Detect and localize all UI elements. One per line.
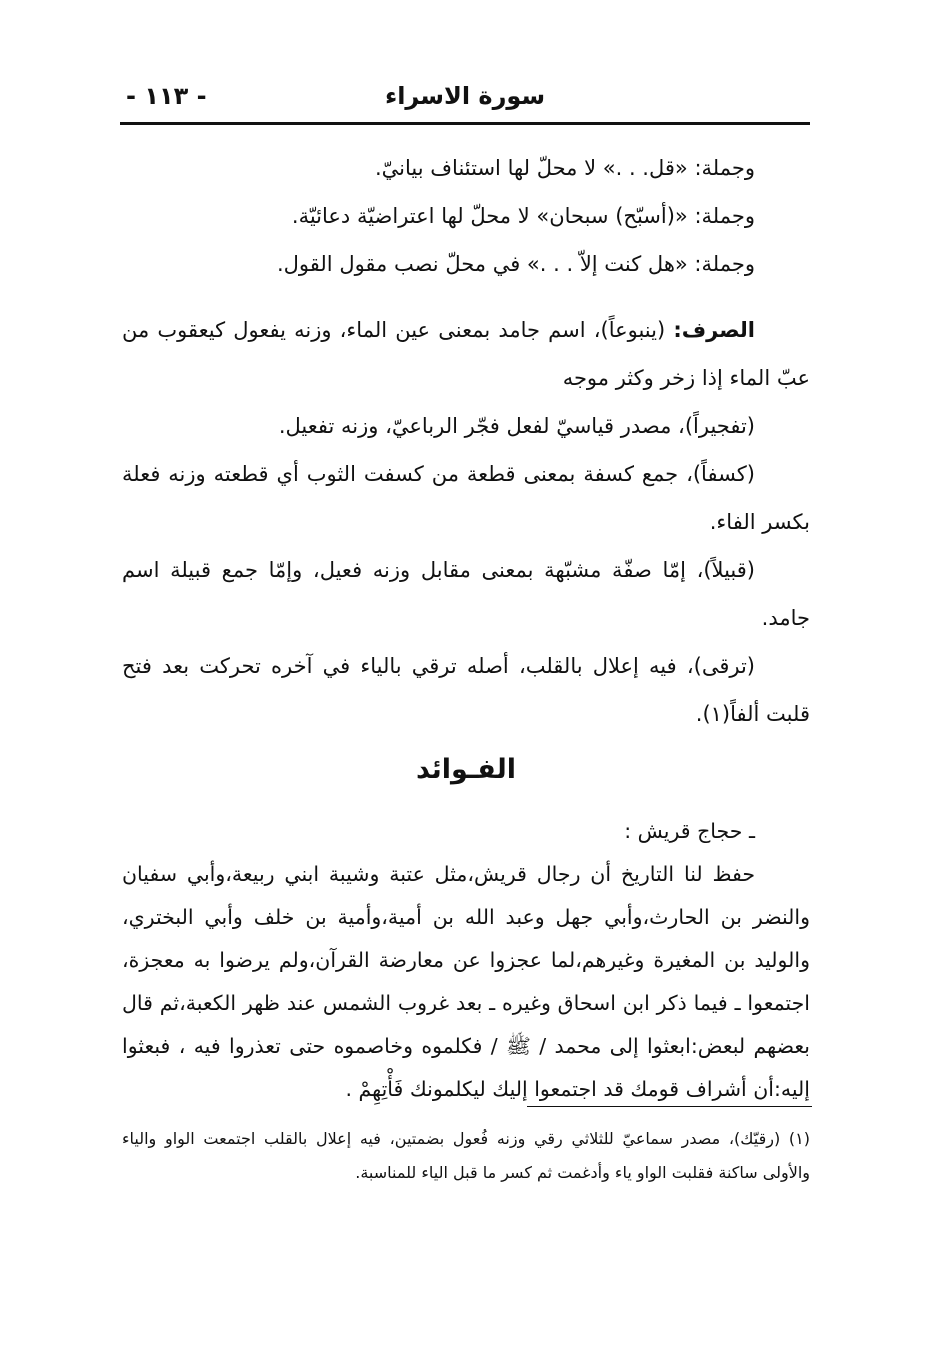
footnotes bbox=[122, 1122, 810, 1190]
sarf-entry bbox=[122, 306, 810, 402]
main-text bbox=[122, 144, 810, 1111]
sentence-line: وجملة: «هل كنت إلاّ . . .» في محلّ نصب مقول القول. bbox=[277, 252, 755, 276]
sentences-block bbox=[122, 144, 810, 288]
page-header bbox=[120, 76, 810, 116]
sarf-entry: (قبيلاً)، إمّا صفّة مشبّهة بمعنى مقابل وزنه فعيل، وإمّا جمع قبيلة اسم جامد. bbox=[122, 558, 810, 630]
fawaid-section bbox=[122, 810, 810, 1111]
fawaid-subtitle: ـ حجاج قريش : bbox=[624, 819, 755, 843]
surah-title: سورة الاسراء bbox=[384, 82, 546, 110]
footnote-1: (١) (رقيّك)، مصدر سماعيّ للثلاثي رقي وزنه فُعول بضمتين، فيه إعلال بالقلب اجتمعت الواو والياء والأولى ساكنة فقلبت الواو ياء وأدغمت ثم كسر ما قبل الياء للمناسبة. bbox=[122, 1129, 810, 1182]
sarf-section bbox=[122, 306, 810, 738]
sarf-entry: (ترقى)، فيه إعلال بالقلب، أصله ترقي بالياء في آخره تحركت بعد فتح قلبت ألفاً(١). bbox=[122, 654, 810, 726]
page-number: - ١١٣ - bbox=[126, 82, 207, 110]
sarf-entry-text: (ينبوعاً)، اسم جامد بمعنى عين الماء، وزنه يفعول كيعقوب من عبّ الماء إذا زخر وكثر موجه bbox=[122, 318, 810, 390]
sentence-line: وجملة: «قل. . .» لا محلّ لها استئناف بيانيّ. bbox=[375, 156, 755, 180]
footnote-divider bbox=[527, 1106, 812, 1107]
sarf-entry: (تفجيراً)، مصدر قياسيّ لفعل فجّر الرباعيّ، وزنه تفعيل. bbox=[278, 414, 755, 438]
sarf-label: الصرف: bbox=[673, 318, 755, 342]
fawaid-heading: الفـوائد bbox=[416, 754, 516, 785]
sentence-line: وجملة: «(أسبّح) سبحان» لا محلّ لها اعتراضيّة دعائيّة. bbox=[291, 204, 755, 228]
fawaid-body: حفظ لنا التاريخ أن رجال قريش،مثل عتبة وشيبة ابني ربيعة،وأبي سفيان والنضر بن الحارث،وأبي جهل وعبد الله بن أمية،وأمية بن خلف وأبي البختري، والوليد بن المغيرة وغيرهم،لما عجزوا عن معارضة القرآن،ولم يرضوا به معجزة، اجتمعوا ـ فيما ذكر ابن اسحاق وغيره ـ بعد غروب الشمس عند ظهر الكعبة،ثم قال بعضهم لبعض:ابعثوا إلى محمد / ﷺ / فكلموه وخاصموه حتى تعذروا فيه ، فبعثوا إليه:أن أشراف قومك قد اجتمعوا إليك ليكلمونك فَأْتِهِمْ . bbox=[122, 862, 810, 1101]
header-divider bbox=[120, 122, 810, 125]
sarf-entry: (كسفاً)، جمع كسفة بمعنى قطعة من كسفت الثوب أي قطعته وزنه فعلة بكسر الفاء. bbox=[122, 462, 810, 534]
